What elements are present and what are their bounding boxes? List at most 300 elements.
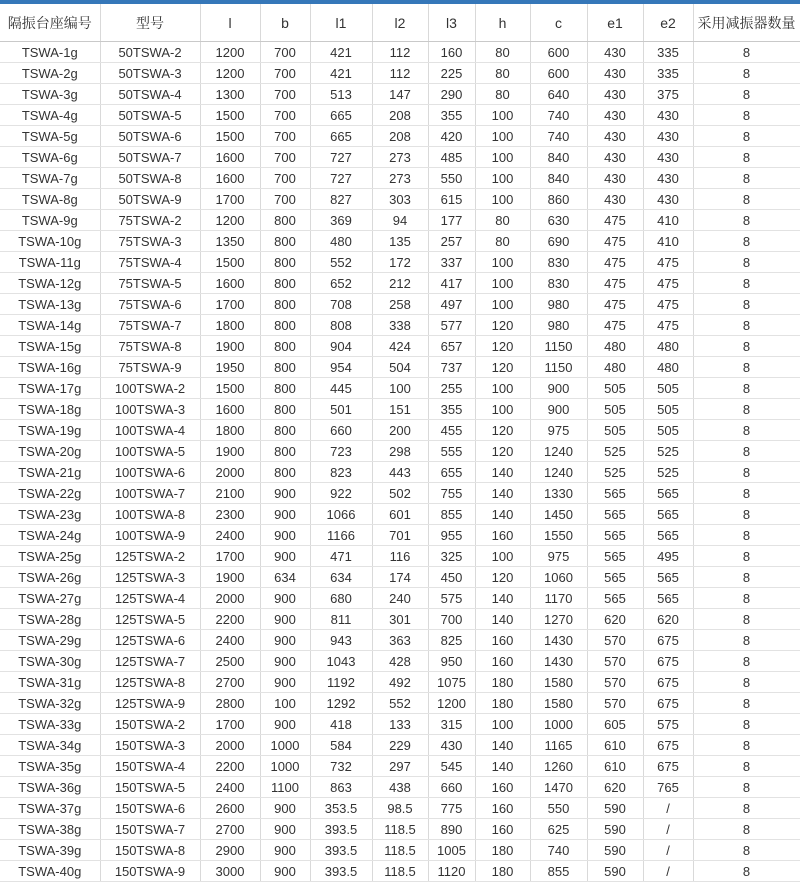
cell-e2: 335 [643,42,693,63]
cell-l: 2200 [200,609,260,630]
cell-code: TSWA-27g [0,588,100,609]
cell-c: 600 [530,63,587,84]
table-row [0,420,800,441]
cell-code: TSWA-28g [0,609,100,630]
cell-c: 1330 [530,483,587,504]
cell-code: TSWA-25g [0,546,100,567]
cell-b: 800 [260,420,310,441]
column-header-e2: e2 [643,4,693,42]
cell-model: 50TSWA-2 [100,42,200,63]
cell-l1: 904 [310,336,372,357]
cell-l3: 1200 [428,693,475,714]
cell-code: TSWA-6g [0,147,100,168]
cell-model: 100TSWA-2 [100,378,200,399]
cell-l3: 485 [428,147,475,168]
cell-l2: 98.5 [372,798,428,819]
cell-code: TSWA-13g [0,294,100,315]
cell-l2: 552 [372,693,428,714]
cell-e2: 565 [643,504,693,525]
cell-l2: 212 [372,273,428,294]
cell-e2: 430 [643,168,693,189]
cell-l3: 450 [428,567,475,588]
cell-l2: 118.5 [372,861,428,882]
cell-model: 150TSWA-5 [100,777,200,798]
table-row [0,861,800,882]
cell-b: 800 [260,315,310,336]
cell-l2: 208 [372,126,428,147]
cell-dampers: 8 [693,273,800,294]
cell-dampers: 8 [693,777,800,798]
cell-l1: 421 [310,42,372,63]
cell-model: 125TSWA-7 [100,651,200,672]
cell-l: 2000 [200,462,260,483]
column-header-l2: l2 [372,4,428,42]
cell-l: 2700 [200,819,260,840]
cell-dampers: 8 [693,42,800,63]
cell-l3: 737 [428,357,475,378]
table-row [0,462,800,483]
cell-dampers: 8 [693,756,800,777]
cell-l3: 1120 [428,861,475,882]
cell-e1: 475 [587,273,643,294]
cell-l1: 665 [310,126,372,147]
cell-l: 1500 [200,378,260,399]
cell-l3: 255 [428,378,475,399]
cell-l1: 823 [310,462,372,483]
cell-dampers: 8 [693,147,800,168]
cell-l1: 727 [310,147,372,168]
cell-l2: 492 [372,672,428,693]
cell-e2: 565 [643,525,693,546]
column-header-model: 型号 [100,4,200,42]
cell-model: 125TSWA-6 [100,630,200,651]
cell-e1: 505 [587,378,643,399]
cell-dampers: 8 [693,651,800,672]
table-row [0,630,800,651]
cell-l1: 827 [310,189,372,210]
cell-code: TSWA-2g [0,63,100,84]
cell-c: 600 [530,42,587,63]
cell-code: TSWA-22g [0,483,100,504]
cell-c: 740 [530,126,587,147]
cell-model: 150TSWA-3 [100,735,200,756]
cell-l1: 808 [310,315,372,336]
table-row [0,609,800,630]
cell-h: 160 [475,777,530,798]
cell-dampers: 8 [693,399,800,420]
cell-c: 1260 [530,756,587,777]
cell-e2: 430 [643,189,693,210]
cell-b: 900 [260,861,310,882]
cell-e1: 570 [587,651,643,672]
cell-c: 1165 [530,735,587,756]
cell-code: TSWA-4g [0,105,100,126]
table-row [0,378,800,399]
cell-dampers: 8 [693,231,800,252]
cell-dampers: 8 [693,84,800,105]
column-header-e1: e1 [587,4,643,42]
cell-e1: 430 [587,168,643,189]
cell-c: 900 [530,399,587,420]
cell-l: 1600 [200,147,260,168]
cell-dampers: 8 [693,63,800,84]
cell-dampers: 8 [693,609,800,630]
cell-code: TSWA-33g [0,714,100,735]
cell-b: 800 [260,252,310,273]
cell-e1: 475 [587,210,643,231]
cell-l1: 723 [310,441,372,462]
cell-c: 1430 [530,651,587,672]
table-row [0,189,800,210]
table-row [0,651,800,672]
cell-l3: 890 [428,819,475,840]
cell-l: 1600 [200,399,260,420]
table-row [0,756,800,777]
cell-e1: 565 [587,546,643,567]
cell-l2: 116 [372,546,428,567]
cell-l1: 954 [310,357,372,378]
cell-e1: 605 [587,714,643,735]
cell-dampers: 8 [693,168,800,189]
cell-e1: 610 [587,756,643,777]
cell-l1: 480 [310,231,372,252]
cell-code: TSWA-16g [0,357,100,378]
column-header-dampers: 采用减振器数量 [693,4,800,42]
cell-b: 700 [260,42,310,63]
column-header-l3: l3 [428,4,475,42]
cell-dampers: 8 [693,588,800,609]
cell-l3: 660 [428,777,475,798]
cell-l2: 229 [372,735,428,756]
cell-l2: 135 [372,231,428,252]
table-row [0,294,800,315]
cell-model: 50TSWA-3 [100,63,200,84]
cell-model: 50TSWA-9 [100,189,200,210]
cell-l1: 369 [310,210,372,231]
cell-code: TSWA-36g [0,777,100,798]
cell-b: 900 [260,672,310,693]
cell-c: 860 [530,189,587,210]
cell-h: 100 [475,189,530,210]
cell-e1: 480 [587,357,643,378]
cell-h: 100 [475,714,530,735]
cell-l2: 601 [372,504,428,525]
cell-h: 100 [475,126,530,147]
cell-e2: 565 [643,567,693,588]
cell-l: 1800 [200,420,260,441]
cell-l1: 501 [310,399,372,420]
cell-l: 2000 [200,735,260,756]
table-row [0,168,800,189]
cell-code: TSWA-39g [0,840,100,861]
cell-l1: 943 [310,630,372,651]
cell-code: TSWA-23g [0,504,100,525]
table-body [0,42,800,882]
cell-e2: 430 [643,126,693,147]
cell-l3: 825 [428,630,475,651]
cell-l3: 755 [428,483,475,504]
cell-c: 740 [530,840,587,861]
cell-c: 1240 [530,441,587,462]
cell-c: 740 [530,105,587,126]
cell-l3: 430 [428,735,475,756]
cell-l: 1500 [200,252,260,273]
cell-c: 1470 [530,777,587,798]
cell-e2: / [643,840,693,861]
table-row [0,210,800,231]
cell-model: 100TSWA-4 [100,420,200,441]
cell-b: 900 [260,525,310,546]
cell-l3: 257 [428,231,475,252]
cell-model: 150TSWA-7 [100,819,200,840]
cell-dampers: 8 [693,315,800,336]
cell-e2: 565 [643,483,693,504]
cell-model: 100TSWA-3 [100,399,200,420]
cell-l3: 555 [428,441,475,462]
cell-l3: 355 [428,399,475,420]
cell-h: 140 [475,462,530,483]
table-row [0,798,800,819]
cell-l2: 297 [372,756,428,777]
cell-dampers: 8 [693,714,800,735]
cell-l3: 1075 [428,672,475,693]
cell-e1: 430 [587,42,643,63]
cell-l3: 325 [428,546,475,567]
cell-l3: 160 [428,42,475,63]
table-row [0,357,800,378]
cell-model: 125TSWA-2 [100,546,200,567]
cell-l: 3000 [200,861,260,882]
cell-l2: 428 [372,651,428,672]
cell-dampers: 8 [693,105,800,126]
cell-l: 2600 [200,798,260,819]
cell-code: TSWA-9g [0,210,100,231]
cell-h: 140 [475,483,530,504]
cell-code: TSWA-15g [0,336,100,357]
cell-dampers: 8 [693,189,800,210]
cell-l3: 417 [428,273,475,294]
cell-e1: 430 [587,105,643,126]
cell-l3: 615 [428,189,475,210]
table-row [0,567,800,588]
cell-e2: 565 [643,588,693,609]
cell-b: 800 [260,210,310,231]
table-row [0,84,800,105]
cell-l1: 922 [310,483,372,504]
cell-l: 1500 [200,105,260,126]
cell-dampers: 8 [693,567,800,588]
cell-e1: 430 [587,147,643,168]
cell-h: 120 [475,357,530,378]
cell-l1: 513 [310,84,372,105]
cell-code: TSWA-30g [0,651,100,672]
cell-h: 80 [475,210,530,231]
cell-l: 1600 [200,168,260,189]
cell-e1: 565 [587,588,643,609]
cell-code: TSWA-8g [0,189,100,210]
cell-model: 75TSWA-6 [100,294,200,315]
cell-model: 50TSWA-8 [100,168,200,189]
cell-code: TSWA-34g [0,735,100,756]
cell-e2: 335 [643,63,693,84]
cell-e1: 565 [587,504,643,525]
vibration-isolation-spec-table [0,4,800,882]
cell-b: 900 [260,630,310,651]
cell-l: 2800 [200,693,260,714]
cell-l1: 393.5 [310,819,372,840]
cell-l3: 657 [428,336,475,357]
cell-code: TSWA-10g [0,231,100,252]
cell-b: 900 [260,714,310,735]
cell-b: 700 [260,63,310,84]
cell-l3: 337 [428,252,475,273]
cell-l3: 955 [428,525,475,546]
cell-b: 700 [260,105,310,126]
cell-code: TSWA-40g [0,861,100,882]
cell-b: 900 [260,504,310,525]
cell-h: 120 [475,336,530,357]
cell-h: 100 [475,294,530,315]
cell-l: 1200 [200,63,260,84]
cell-l2: 112 [372,63,428,84]
cell-l1: 552 [310,252,372,273]
table-row [0,693,800,714]
cell-code: TSWA-5g [0,126,100,147]
cell-model: 100TSWA-6 [100,462,200,483]
cell-e2: 675 [643,630,693,651]
cell-c: 975 [530,420,587,441]
cell-e1: 430 [587,189,643,210]
cell-l: 1300 [200,84,260,105]
cell-e2: 430 [643,147,693,168]
column-header-h: h [475,4,530,42]
cell-h: 100 [475,546,530,567]
cell-b: 800 [260,462,310,483]
table-row [0,231,800,252]
cell-e1: 610 [587,735,643,756]
cell-model: 125TSWA-5 [100,609,200,630]
cell-l3: 575 [428,588,475,609]
cell-e1: 565 [587,483,643,504]
cell-e1: 590 [587,798,643,819]
cell-l: 2200 [200,756,260,777]
cell-l2: 200 [372,420,428,441]
cell-l: 2400 [200,630,260,651]
cell-l2: 118.5 [372,819,428,840]
table-row [0,399,800,420]
cell-e2: 505 [643,420,693,441]
cell-b: 1100 [260,777,310,798]
cell-code: TSWA-7g [0,168,100,189]
cell-code: TSWA-3g [0,84,100,105]
cell-e2: 675 [643,672,693,693]
cell-l: 1500 [200,126,260,147]
cell-l1: 421 [310,63,372,84]
cell-l: 1950 [200,357,260,378]
cell-h: 120 [475,567,530,588]
cell-h: 80 [475,231,530,252]
cell-l3: 1005 [428,840,475,861]
cell-l2: 147 [372,84,428,105]
table-row [0,441,800,462]
cell-l2: 504 [372,357,428,378]
cell-code: TSWA-29g [0,630,100,651]
cell-dampers: 8 [693,735,800,756]
cell-l: 1700 [200,189,260,210]
cell-e1: 570 [587,672,643,693]
cell-e1: 565 [587,567,643,588]
cell-e1: 475 [587,294,643,315]
cell-dampers: 8 [693,840,800,861]
cell-l3: 355 [428,105,475,126]
cell-model: 75TSWA-5 [100,273,200,294]
cell-b: 900 [260,588,310,609]
cell-b: 1000 [260,735,310,756]
cell-b: 900 [260,840,310,861]
cell-dampers: 8 [693,798,800,819]
cell-e2: 620 [643,609,693,630]
cell-l: 2400 [200,777,260,798]
cell-h: 80 [475,42,530,63]
table-row [0,42,800,63]
cell-l3: 290 [428,84,475,105]
cell-e2: 375 [643,84,693,105]
cell-l2: 424 [372,336,428,357]
cell-e1: 505 [587,420,643,441]
cell-code: TSWA-11g [0,252,100,273]
cell-l: 1700 [200,294,260,315]
table-row [0,840,800,861]
cell-e2: 765 [643,777,693,798]
cell-e1: 525 [587,441,643,462]
cell-h: 160 [475,630,530,651]
cell-b: 800 [260,294,310,315]
cell-code: TSWA-12g [0,273,100,294]
cell-c: 1580 [530,693,587,714]
cell-l3: 315 [428,714,475,735]
cell-l: 2400 [200,525,260,546]
cell-l3: 420 [428,126,475,147]
cell-e1: 590 [587,861,643,882]
cell-e2: 505 [643,378,693,399]
cell-e2: / [643,861,693,882]
cell-e1: 590 [587,840,643,861]
cell-h: 140 [475,588,530,609]
cell-l2: 94 [372,210,428,231]
cell-c: 1060 [530,567,587,588]
cell-l1: 727 [310,168,372,189]
cell-e1: 620 [587,777,643,798]
cell-l: 2900 [200,840,260,861]
cell-e2: 475 [643,294,693,315]
cell-e2: 675 [643,735,693,756]
cell-code: TSWA-31g [0,672,100,693]
cell-c: 640 [530,84,587,105]
cell-l3: 550 [428,168,475,189]
cell-e2: 410 [643,231,693,252]
cell-dampers: 8 [693,252,800,273]
cell-e2: 475 [643,315,693,336]
cell-l: 2100 [200,483,260,504]
cell-model: 100TSWA-8 [100,504,200,525]
cell-b: 800 [260,378,310,399]
table-row [0,336,800,357]
cell-h: 160 [475,525,530,546]
cell-l2: 303 [372,189,428,210]
cell-model: 75TSWA-8 [100,336,200,357]
cell-dampers: 8 [693,693,800,714]
cell-l2: 438 [372,777,428,798]
